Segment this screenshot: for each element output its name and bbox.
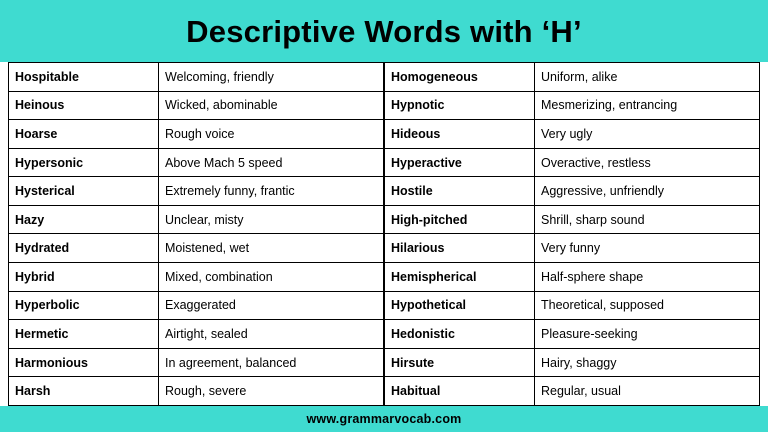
word-table-area: [0, 62, 768, 406]
table-row: [385, 263, 760, 292]
table-row: [9, 63, 384, 92]
word-table-left-body: [9, 63, 384, 406]
table-row: [9, 177, 384, 206]
meaning-cell: Airtight, sealed: [159, 320, 384, 349]
word-cell: Hilarious: [385, 234, 535, 263]
word-cell: Hypnotic: [385, 91, 535, 120]
word-cell: Heinous: [9, 91, 159, 120]
meaning-cell: Wicked, abominable: [159, 91, 384, 120]
table-row: [385, 177, 760, 206]
table-row: [9, 120, 384, 149]
meaning-cell: Half-sphere shape: [535, 263, 760, 292]
meaning-cell: Rough voice: [159, 120, 384, 149]
word-cell: Harmonious: [9, 348, 159, 377]
word-cell: Hoarse: [9, 120, 159, 149]
meaning-cell: In agreement, balanced: [159, 348, 384, 377]
word-cell: Hostile: [385, 177, 535, 206]
footer-banner: [0, 406, 768, 432]
meaning-cell: Unclear, misty: [159, 205, 384, 234]
meaning-cell: Moistened, wet: [159, 234, 384, 263]
table-row: [385, 377, 760, 406]
word-cell: Hyperbolic: [9, 291, 159, 320]
meaning-cell: Mixed, combination: [159, 263, 384, 292]
table-row: [385, 291, 760, 320]
word-cell: Hyperactive: [385, 148, 535, 177]
word-cell: Harsh: [9, 377, 159, 406]
meaning-cell: Shrill, sharp sound: [535, 205, 760, 234]
table-row: [9, 263, 384, 292]
word-cell: Habitual: [385, 377, 535, 406]
word-cell: Hirsute: [385, 348, 535, 377]
word-cell: Hazy: [9, 205, 159, 234]
word-cell: Hypothetical: [385, 291, 535, 320]
table-row: [9, 234, 384, 263]
meaning-cell: Exaggerated: [159, 291, 384, 320]
meaning-cell: Rough, severe: [159, 377, 384, 406]
table-row: [385, 148, 760, 177]
table-row: [385, 120, 760, 149]
word-cell: Hysterical: [9, 177, 159, 206]
table-row: [385, 348, 760, 377]
meaning-cell: Very ugly: [535, 120, 760, 149]
word-table-right: [384, 62, 760, 406]
word-table-left: [8, 62, 384, 406]
word-cell: Hybrid: [9, 263, 159, 292]
word-cell: Hermetic: [9, 320, 159, 349]
meaning-cell: Above Mach 5 speed: [159, 148, 384, 177]
word-table-right-body: [385, 63, 760, 406]
meaning-cell: Mesmerizing, entrancing: [535, 91, 760, 120]
table-row: [9, 377, 384, 406]
word-cell: Hospitable: [9, 63, 159, 92]
word-cell: Hideous: [385, 120, 535, 149]
word-cell: Hedonistic: [385, 320, 535, 349]
table-row: [9, 91, 384, 120]
table-row: [385, 234, 760, 263]
table-row: [385, 320, 760, 349]
table-row: [9, 291, 384, 320]
meaning-cell: Pleasure-seeking: [535, 320, 760, 349]
table-row: [385, 91, 760, 120]
meaning-cell: Aggressive, unfriendly: [535, 177, 760, 206]
table-row: [9, 205, 384, 234]
table-row: [385, 63, 760, 92]
meaning-cell: Theoretical, supposed: [535, 291, 760, 320]
meaning-cell: Uniform, alike: [535, 63, 760, 92]
table-row: [9, 320, 384, 349]
website-url: www.grammarvocab.com: [306, 412, 462, 426]
title-banner: [0, 0, 768, 62]
meaning-cell: Welcoming, friendly: [159, 63, 384, 92]
meaning-cell: Very funny: [535, 234, 760, 263]
meaning-cell: Overactive, restless: [535, 148, 760, 177]
word-cell: High-pitched: [385, 205, 535, 234]
word-cell: Hemispherical: [385, 263, 535, 292]
word-cell: Homogeneous: [385, 63, 535, 92]
meaning-cell: Hairy, shaggy: [535, 348, 760, 377]
page-title: Descriptive Words with ‘H’: [186, 13, 582, 49]
table-row: [385, 205, 760, 234]
table-row: [9, 348, 384, 377]
word-cell: Hydrated: [9, 234, 159, 263]
meaning-cell: Extremely funny, frantic: [159, 177, 384, 206]
word-cell: Hypersonic: [9, 148, 159, 177]
table-row: [9, 148, 384, 177]
meaning-cell: Regular, usual: [535, 377, 760, 406]
